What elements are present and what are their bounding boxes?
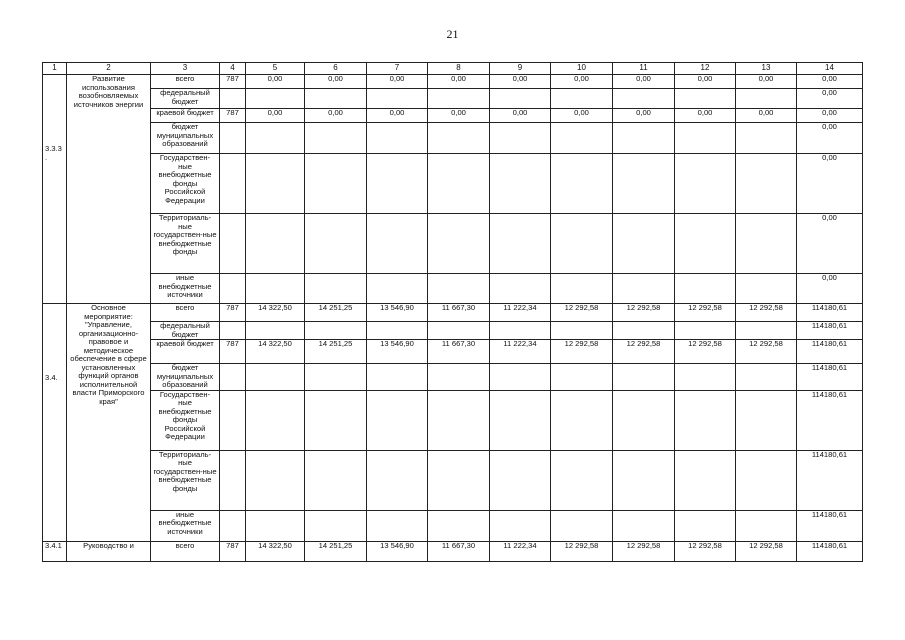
table-row xyxy=(43,364,863,391)
source-label: Территориаль-ные государствен-ные внебюджетные фонды xyxy=(151,214,220,274)
year-value: 12 292,58 xyxy=(551,340,613,364)
empty-cell xyxy=(428,214,490,274)
column-header: 12 xyxy=(675,63,736,75)
year-value: 12 292,58 xyxy=(613,541,675,561)
empty-cell xyxy=(736,123,797,154)
empty-cell xyxy=(736,450,797,510)
column-header: 6 xyxy=(305,63,367,75)
empty-cell xyxy=(613,364,675,391)
empty-cell xyxy=(305,390,367,450)
empty-cell xyxy=(551,390,613,450)
year-value: 11 222,34 xyxy=(490,541,551,561)
year-value: 0,00 xyxy=(305,109,367,123)
source-label: всего xyxy=(151,75,220,89)
source-label: краевой бюджет xyxy=(151,340,220,364)
empty-cell xyxy=(246,123,305,154)
empty-cell xyxy=(675,364,736,391)
empty-cell xyxy=(490,214,551,274)
year-value: 14 251,25 xyxy=(305,304,367,322)
empty-cell xyxy=(675,123,736,154)
year-value: 12 292,58 xyxy=(736,304,797,322)
column-header: 3 xyxy=(151,63,220,75)
empty-cell xyxy=(220,123,246,154)
empty-cell xyxy=(675,450,736,510)
row-code: 3.4. xyxy=(43,304,67,542)
column-header: 14 xyxy=(797,63,863,75)
empty-cell xyxy=(736,89,797,109)
empty-cell xyxy=(428,154,490,214)
year-value: 11 667,30 xyxy=(428,304,490,322)
total-value: 114180,61 xyxy=(797,364,863,391)
empty-cell xyxy=(367,510,428,541)
empty-cell xyxy=(305,154,367,214)
empty-cell xyxy=(367,322,428,340)
total-value: 0,00 xyxy=(797,89,863,109)
year-value: 13 546,90 xyxy=(367,304,428,322)
year-value: 0,00 xyxy=(675,75,736,89)
source-label: Государствен-ные внебюджетные фонды Российской Федерации xyxy=(151,154,220,214)
total-value: 0,00 xyxy=(797,154,863,214)
year-value: 0,00 xyxy=(736,75,797,89)
column-header: 4 xyxy=(220,63,246,75)
empty-cell xyxy=(490,450,551,510)
source-label: Территориаль-ные государствен-ные внебюджетные фонды xyxy=(151,450,220,510)
table-row xyxy=(43,123,863,154)
column-header: 9 xyxy=(490,63,551,75)
empty-cell xyxy=(220,214,246,274)
empty-cell xyxy=(367,274,428,304)
empty-cell xyxy=(305,214,367,274)
empty-cell xyxy=(490,274,551,304)
empty-cell xyxy=(246,450,305,510)
empty-cell xyxy=(675,154,736,214)
table-row xyxy=(43,541,863,561)
empty-cell xyxy=(490,322,551,340)
empty-cell xyxy=(428,510,490,541)
total-value: 0,00 xyxy=(797,123,863,154)
empty-cell xyxy=(675,322,736,340)
empty-cell xyxy=(220,154,246,214)
empty-cell xyxy=(428,450,490,510)
empty-cell xyxy=(246,89,305,109)
total-value: 114180,61 xyxy=(797,510,863,541)
kbk-code: 787 xyxy=(220,340,246,364)
kbk-code: 787 xyxy=(220,304,246,322)
year-value: 12 292,58 xyxy=(675,340,736,364)
table-row xyxy=(43,304,863,322)
empty-cell xyxy=(613,123,675,154)
year-value: 12 292,58 xyxy=(551,304,613,322)
empty-cell xyxy=(736,274,797,304)
empty-cell xyxy=(551,123,613,154)
empty-cell xyxy=(613,322,675,340)
empty-cell xyxy=(490,123,551,154)
empty-cell xyxy=(613,274,675,304)
empty-cell xyxy=(613,450,675,510)
column-header: 11 xyxy=(613,63,675,75)
empty-cell xyxy=(220,322,246,340)
year-value: 12 292,58 xyxy=(675,304,736,322)
empty-cell xyxy=(490,510,551,541)
empty-cell xyxy=(551,364,613,391)
year-value: 0,00 xyxy=(736,109,797,123)
empty-cell xyxy=(220,274,246,304)
empty-cell xyxy=(220,364,246,391)
empty-cell xyxy=(246,274,305,304)
table-row xyxy=(43,214,863,274)
table-row xyxy=(43,390,863,450)
empty-cell xyxy=(220,450,246,510)
total-value: 114180,61 xyxy=(797,322,863,340)
column-header: 8 xyxy=(428,63,490,75)
year-value: 13 546,90 xyxy=(367,340,428,364)
year-value: 11 222,34 xyxy=(490,340,551,364)
column-header: 5 xyxy=(246,63,305,75)
empty-cell xyxy=(551,89,613,109)
empty-cell xyxy=(428,274,490,304)
year-value: 11 667,30 xyxy=(428,541,490,561)
year-value: 12 292,58 xyxy=(736,541,797,561)
empty-cell xyxy=(246,214,305,274)
year-value: 0,00 xyxy=(551,109,613,123)
year-value: 14 322,50 xyxy=(246,541,305,561)
empty-cell xyxy=(551,510,613,541)
column-header: 2 xyxy=(67,63,151,75)
source-label: федеральный бюджет xyxy=(151,89,220,109)
source-label: всего xyxy=(151,304,220,322)
empty-cell xyxy=(490,154,551,214)
year-value: 14 251,25 xyxy=(305,340,367,364)
header-row xyxy=(43,63,863,75)
year-value: 0,00 xyxy=(367,109,428,123)
empty-cell xyxy=(490,390,551,450)
year-value: 14 251,25 xyxy=(305,541,367,561)
empty-cell xyxy=(675,89,736,109)
column-header: 7 xyxy=(367,63,428,75)
empty-cell xyxy=(246,364,305,391)
column-header: 1 xyxy=(43,63,67,75)
year-value: 0,00 xyxy=(551,75,613,89)
empty-cell xyxy=(675,390,736,450)
table-row xyxy=(43,109,863,123)
empty-cell xyxy=(220,390,246,450)
empty-cell xyxy=(551,322,613,340)
year-value: 0,00 xyxy=(613,109,675,123)
empty-cell xyxy=(428,89,490,109)
year-value: 12 292,58 xyxy=(675,541,736,561)
empty-cell xyxy=(305,274,367,304)
year-value: 0,00 xyxy=(613,75,675,89)
year-value: 0,00 xyxy=(305,75,367,89)
year-value: 12 292,58 xyxy=(613,340,675,364)
empty-cell xyxy=(367,214,428,274)
total-value: 114180,61 xyxy=(797,541,863,561)
table-row xyxy=(43,274,863,304)
budget-table xyxy=(42,62,863,562)
source-label: иные внебюджетные источники xyxy=(151,510,220,541)
empty-cell xyxy=(490,89,551,109)
source-label: Государствен-ные внебюджетные фонды Российской Федерации xyxy=(151,390,220,450)
source-label: всего xyxy=(151,541,220,561)
empty-cell xyxy=(220,89,246,109)
year-value: 12 292,58 xyxy=(551,541,613,561)
empty-cell xyxy=(246,154,305,214)
empty-cell xyxy=(367,89,428,109)
table-row xyxy=(43,75,863,89)
source-label: краевой бюджет xyxy=(151,109,220,123)
empty-cell xyxy=(490,364,551,391)
empty-cell xyxy=(367,123,428,154)
empty-cell xyxy=(613,214,675,274)
total-value: 0,00 xyxy=(797,274,863,304)
empty-cell xyxy=(675,274,736,304)
kbk-code: 787 xyxy=(220,541,246,561)
table-row xyxy=(43,510,863,541)
source-label: иные внебюджетные источники xyxy=(151,274,220,304)
year-value: 0,00 xyxy=(490,109,551,123)
empty-cell xyxy=(551,214,613,274)
page-number: 21 xyxy=(446,27,459,41)
empty-cell xyxy=(367,154,428,214)
empty-cell xyxy=(305,364,367,391)
empty-cell xyxy=(246,510,305,541)
total-value: 0,00 xyxy=(797,109,863,123)
source-label: бюджет муниципальных образований xyxy=(151,123,220,154)
year-value: 0,00 xyxy=(428,109,490,123)
empty-cell xyxy=(613,390,675,450)
column-header: 10 xyxy=(551,63,613,75)
row-name: Развитие использования возобновляемых источников энергии xyxy=(67,75,151,304)
total-value: 114180,61 xyxy=(797,304,863,322)
year-value: 0,00 xyxy=(428,75,490,89)
year-value: 14 322,50 xyxy=(246,340,305,364)
total-value: 114180,61 xyxy=(797,340,863,364)
table-row xyxy=(43,89,863,109)
year-value: 11 222,34 xyxy=(490,304,551,322)
year-value: 0,00 xyxy=(490,75,551,89)
empty-cell xyxy=(613,510,675,541)
empty-cell xyxy=(305,89,367,109)
row-code: 3.3.3 . xyxy=(43,75,67,304)
empty-cell xyxy=(736,510,797,541)
year-value: 13 546,90 xyxy=(367,541,428,561)
empty-cell xyxy=(428,364,490,391)
empty-cell xyxy=(246,322,305,340)
empty-cell xyxy=(246,390,305,450)
empty-cell xyxy=(305,450,367,510)
empty-cell xyxy=(367,450,428,510)
empty-cell xyxy=(305,510,367,541)
empty-cell xyxy=(551,154,613,214)
empty-cell xyxy=(367,390,428,450)
empty-cell xyxy=(736,214,797,274)
table-row xyxy=(43,154,863,214)
kbk-code: 787 xyxy=(220,75,246,89)
year-value: 0,00 xyxy=(367,75,428,89)
total-value: 0,00 xyxy=(797,214,863,274)
year-value: 0,00 xyxy=(675,109,736,123)
empty-cell xyxy=(613,154,675,214)
empty-cell xyxy=(736,390,797,450)
empty-cell xyxy=(428,390,490,450)
source-label: федеральный бюджет xyxy=(151,322,220,340)
empty-cell xyxy=(551,450,613,510)
empty-cell xyxy=(551,274,613,304)
kbk-code: 787 xyxy=(220,109,246,123)
empty-cell xyxy=(736,322,797,340)
empty-cell xyxy=(305,322,367,340)
year-value: 12 292,58 xyxy=(736,340,797,364)
year-value: 12 292,58 xyxy=(613,304,675,322)
empty-cell xyxy=(367,364,428,391)
year-value: 14 322,50 xyxy=(246,304,305,322)
empty-cell xyxy=(736,154,797,214)
empty-cell xyxy=(675,510,736,541)
empty-cell xyxy=(736,364,797,391)
empty-cell xyxy=(305,123,367,154)
empty-cell xyxy=(220,510,246,541)
total-value: 0,00 xyxy=(797,75,863,89)
row-code: 3.4.1 xyxy=(43,541,67,561)
table-row xyxy=(43,340,863,364)
table-row xyxy=(43,322,863,340)
source-label: бюджет муниципальных образований xyxy=(151,364,220,391)
year-value: 11 667,30 xyxy=(428,340,490,364)
total-value: 114180,61 xyxy=(797,390,863,450)
empty-cell xyxy=(613,89,675,109)
year-value: 0,00 xyxy=(246,109,305,123)
empty-cell xyxy=(675,214,736,274)
total-value: 114180,61 xyxy=(797,450,863,510)
column-header: 13 xyxy=(736,63,797,75)
empty-cell xyxy=(428,123,490,154)
row-name: Руководство и xyxy=(67,541,151,561)
empty-cell xyxy=(428,322,490,340)
year-value: 0,00 xyxy=(246,75,305,89)
table-row xyxy=(43,450,863,510)
row-name: Основное мероприятие: "Управление, организационно-правовое и методическое обеспечение в сфере установленных функций органов исполнительной власти Приморского края" xyxy=(67,304,151,542)
